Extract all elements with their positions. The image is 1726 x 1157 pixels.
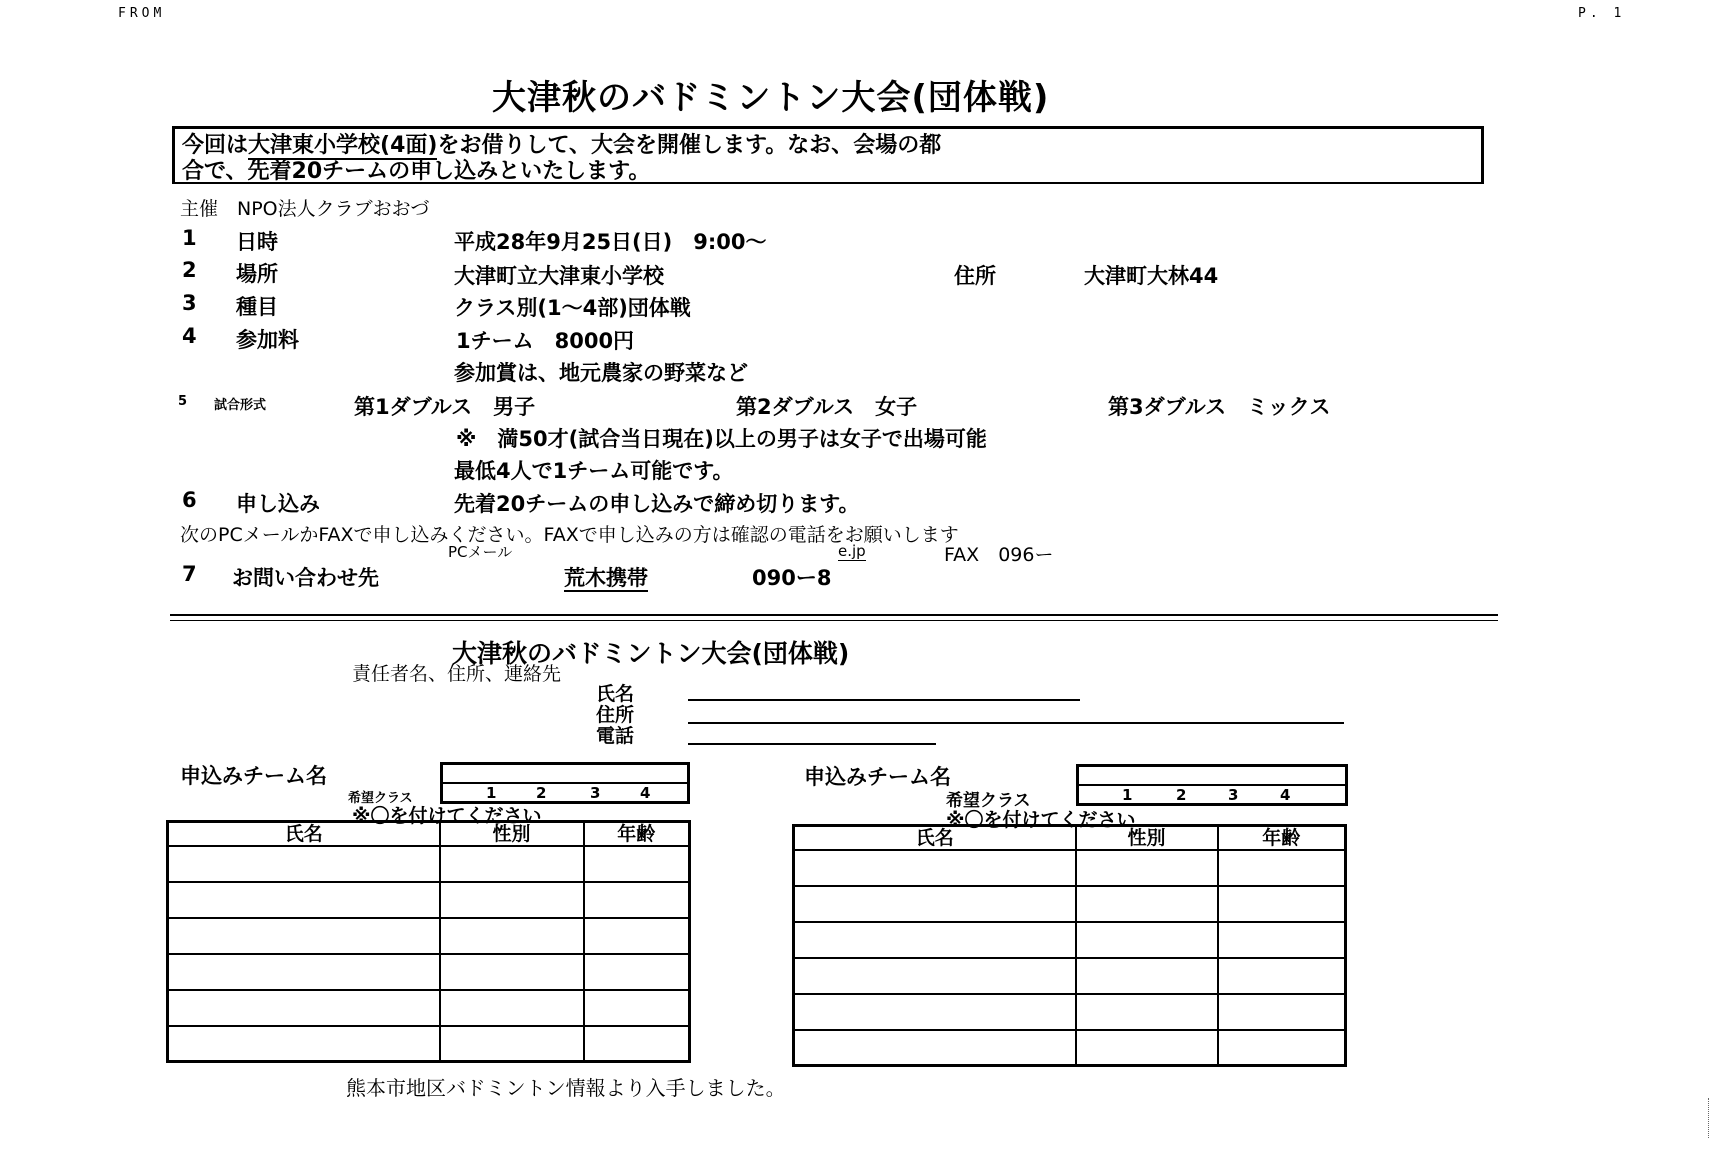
page-title: 大津秋のバドミントン大会(団体戦) — [492, 78, 1050, 118]
format-note-2: 最低4人で1チーム可能です。 — [454, 459, 734, 483]
table-row — [794, 850, 1346, 886]
class-option-right-2[interactable]: 2 — [1176, 786, 1187, 804]
circle-note-left: ※〇を付けてください — [352, 805, 542, 827]
gender-cell[interactable] — [440, 846, 584, 882]
col-age: 年齢 — [1218, 826, 1346, 851]
name-cell[interactable] — [794, 922, 1076, 958]
apply-instruction: 次のPCメールかFAXで申し込みください。FAXで申し込みの方は確認の電話をお願いします — [180, 524, 959, 546]
table-row — [794, 958, 1346, 994]
class-label-left: 希望クラス — [348, 791, 413, 806]
divider-bottom — [170, 620, 1498, 621]
class-label-right: 希望クラス — [946, 791, 1031, 811]
format-third-doubles: 第3ダブルス ミックス — [1108, 395, 1331, 419]
roster-header-row — [794, 826, 1346, 851]
item-7-number: 7 — [182, 562, 197, 586]
format-note-1: ※ 満50才(試合当日現在)以上の男子は女子で出場可能 — [456, 427, 987, 451]
name-cell[interactable] — [168, 954, 440, 990]
pc-mail-label: PCメール — [448, 543, 513, 561]
footer-source-note: 熊本市地区バドミントン情報より入手しました。 — [346, 1076, 786, 1100]
table-row — [168, 990, 690, 1026]
gender-cell[interactable] — [440, 1026, 584, 1062]
item-6-value: 先着20チームの申し込みで締め切ります。 — [454, 492, 860, 516]
format-first-doubles: 第1ダブルス 男子 — [354, 395, 536, 419]
item-4-note: 参加賞は、地元農家の野菜など — [454, 361, 748, 385]
scan-edge-marks — [1708, 1098, 1711, 1138]
item-6-number: 6 — [182, 488, 197, 512]
roster-table-left — [166, 820, 691, 1063]
notice-line-2: 合で、先着20チームの申し込みといたします。 — [182, 159, 651, 184]
address-label: 住所 — [954, 264, 996, 288]
fax-page-number: P. 1 — [1578, 6, 1626, 21]
name-cell[interactable] — [794, 994, 1076, 1030]
gender-cell[interactable] — [1076, 850, 1218, 886]
table-row — [168, 954, 690, 990]
gender-cell[interactable] — [440, 990, 584, 1026]
form-title: 大津秋のバドミントン大会(団体戦) — [452, 639, 850, 668]
responsible-phone-label: 電話 — [596, 725, 635, 747]
col-age: 年齢 — [584, 822, 690, 847]
item-2-number: 2 — [182, 258, 197, 282]
notice-line-1: 今回は大津東小学校(4面)をお借りして、大会を開催します。なお、会場の都 — [182, 133, 942, 158]
gender-cell[interactable] — [1076, 1030, 1218, 1066]
name-cell[interactable] — [168, 846, 440, 882]
contact-phone: 090ー8 — [752, 566, 832, 590]
team-name-label-right: 申込みチーム名 — [804, 765, 951, 789]
organizer: 主催 NPO法人クラブおおづ — [180, 198, 430, 220]
class-option-left-3[interactable]: 3 — [590, 784, 601, 802]
email-tail: e.jp — [838, 542, 866, 560]
age-cell[interactable] — [584, 954, 690, 990]
responsible-address-label: 住所 — [596, 704, 635, 726]
team-name-label-left: 申込みチーム名 — [180, 764, 327, 788]
table-row — [794, 922, 1346, 958]
responsible-name-label: 氏名 — [596, 683, 635, 705]
name-cell[interactable] — [168, 1026, 440, 1062]
class-option-left-1[interactable]: 1 — [486, 784, 497, 802]
class-option-right-4[interactable]: 4 — [1280, 786, 1291, 804]
form-subtitle: 責任者名、住所、連絡先 — [352, 663, 562, 685]
fax-number: FAX 096ー — [944, 544, 1054, 566]
item-1-label: 日時 — [236, 230, 278, 254]
team-name-field-left[interactable] — [440, 762, 690, 784]
address-value: 大津町大林44 — [1084, 264, 1219, 288]
item-3-number: 3 — [182, 291, 197, 315]
name-cell[interactable] — [168, 882, 440, 918]
item-2-label: 場所 — [236, 262, 278, 286]
gender-cell[interactable] — [1076, 994, 1218, 1030]
item-1-number: 1 — [182, 226, 197, 250]
age-cell[interactable] — [584, 918, 690, 954]
name-cell[interactable] — [168, 990, 440, 1026]
class-option-right-1[interactable]: 1 — [1122, 786, 1133, 804]
item-5-label: 試合形式 — [214, 398, 267, 413]
age-cell[interactable] — [584, 990, 690, 1026]
responsible-name-line[interactable] — [688, 699, 1080, 701]
roster-table-right — [792, 824, 1347, 1067]
name-cell[interactable] — [794, 886, 1076, 922]
age-cell[interactable] — [1218, 958, 1346, 994]
age-cell[interactable] — [1218, 994, 1346, 1030]
col-gender: 性別 — [440, 822, 584, 847]
age-cell[interactable] — [584, 882, 690, 918]
table-row — [794, 1030, 1346, 1066]
name-cell[interactable] — [794, 958, 1076, 994]
col-name: 氏名 — [168, 822, 440, 847]
name-cell[interactable] — [794, 850, 1076, 886]
table-row — [168, 918, 690, 954]
class-option-left-2[interactable]: 2 — [536, 784, 547, 802]
age-cell[interactable] — [1218, 1030, 1346, 1066]
age-cell[interactable] — [584, 1026, 690, 1062]
gender-cell[interactable] — [440, 882, 584, 918]
responsible-address-line[interactable] — [688, 722, 1344, 724]
team-name-field-right[interactable] — [1076, 764, 1348, 786]
class-option-right-3[interactable]: 3 — [1228, 786, 1239, 804]
table-row — [168, 882, 690, 918]
item-4-value: 1チーム 8000円 — [456, 329, 635, 353]
gender-cell[interactable] — [440, 954, 584, 990]
table-row — [794, 886, 1346, 922]
item-2-value: 大津町立大津東小学校 — [454, 264, 664, 288]
name-cell[interactable] — [168, 918, 440, 954]
age-cell[interactable] — [1218, 850, 1346, 886]
format-second-doubles: 第2ダブルス 女子 — [736, 395, 918, 419]
gender-cell[interactable] — [1076, 922, 1218, 958]
table-row — [168, 1026, 690, 1062]
age-cell[interactable] — [1218, 886, 1346, 922]
gender-cell[interactable] — [1076, 958, 1218, 994]
contact-name: 荒木携帯 — [564, 566, 648, 590]
gender-cell[interactable] — [1076, 886, 1218, 922]
class-option-left-4[interactable]: 4 — [640, 784, 651, 802]
gender-cell[interactable] — [440, 918, 584, 954]
roster-header-row — [168, 822, 690, 847]
item-1-value: 平成28年9月25日(日) 9:00〜 — [454, 230, 767, 254]
table-row — [168, 846, 690, 882]
col-gender: 性別 — [1076, 826, 1218, 851]
item-3-label: 種目 — [236, 295, 278, 319]
divider-top — [170, 614, 1498, 616]
age-cell[interactable] — [584, 846, 690, 882]
item-7-label: お問い合わせ先 — [232, 566, 379, 590]
item-3-value: クラス別(1〜4部)団体戦 — [454, 296, 691, 320]
responsible-phone-line[interactable] — [688, 743, 936, 745]
col-name: 氏名 — [794, 826, 1076, 851]
item-6-label: 申し込み — [236, 492, 320, 516]
table-row — [794, 994, 1346, 1030]
name-cell[interactable] — [794, 1030, 1076, 1066]
age-cell[interactable] — [1218, 922, 1346, 958]
fax-from-label: FROM — [118, 6, 166, 21]
item-4-label: 参加料 — [236, 328, 299, 352]
notice-venue: 大津東小学校(4面) — [248, 133, 438, 158]
item-4-number: 4 — [182, 324, 197, 348]
circle-note-right: ※〇を付けてください — [946, 809, 1136, 831]
item-5-number: 5 — [178, 394, 188, 409]
